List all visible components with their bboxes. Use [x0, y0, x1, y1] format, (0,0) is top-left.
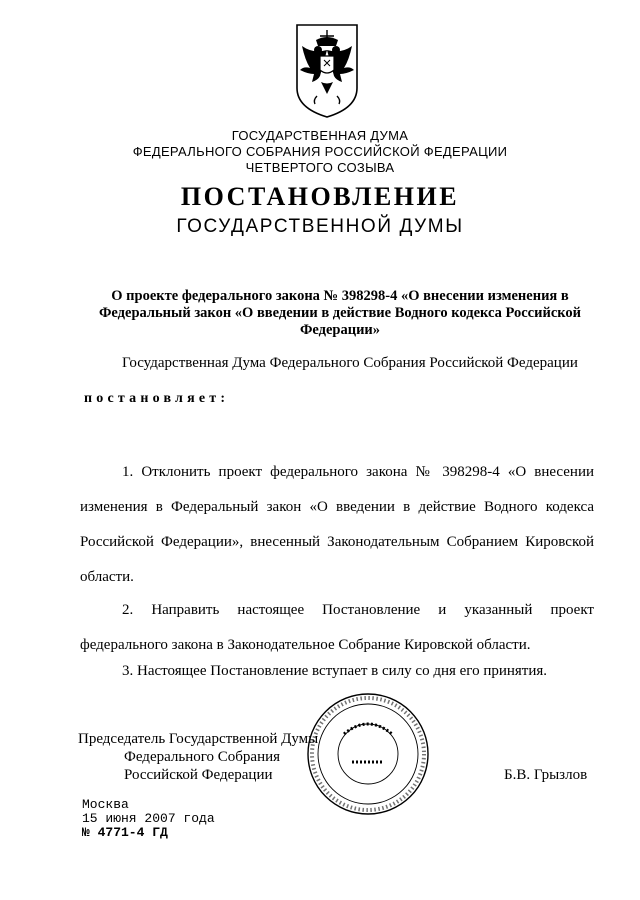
paragraph-3: 3. Настоящее Постановление вступает в силу со дня его принятия. — [122, 663, 548, 679]
date-of-signing: 15 июня 2007 года — [82, 811, 215, 826]
signatory-title-line2: Федерального Собрания — [124, 749, 281, 765]
document-type-title: ПОСТАНОВЛЕНИЕ — [180, 182, 460, 211]
signatory-name: Б.В. Грызлов — [504, 767, 588, 783]
signatory-title-line1: Председатель Государственной Думы — [78, 731, 319, 747]
document-subject: О проекте федерального закона № 398298-4 «О внесении изменения в Федеральный закон «О введении в действие Водного кодекса Российской Федерации» — [98, 288, 582, 338]
organization-parent: ФЕДЕРАЛЬНОГО СОБРАНИЯ РОССИЙСКОЙ ФЕДЕРАЦИИ — [132, 144, 508, 159]
place-of-signing: Москва — [82, 797, 129, 812]
coat-of-arms-emblem — [294, 22, 360, 120]
signatory-title-line3: Российской Федерации — [124, 767, 273, 783]
convocation: ЧЕТВЕРТОГО СОЗЫВА — [245, 160, 395, 175]
document-type-subtitle: ГОСУДАРСТВЕННОЙ ДУМЫ — [176, 216, 464, 237]
decree-word: постановляет: — [84, 391, 230, 406]
paragraph-1: 1. Отклонить проект федерального закона № 398298-4 «О внесении изменения в Федеральный закон «О введении в действие Водного кодекса Российской Федерации», внесенный Законодательным Собранием Кировской области. — [80, 464, 594, 585]
organization-name: ГОСУДАРСТВЕННАЯ ДУМА — [231, 128, 409, 143]
paragraph-2: 2. Направить настоящее Постановление и указанный проект федерального закона в Законодательное Собрание Кировской области. — [80, 602, 594, 653]
official-stamp — [304, 690, 432, 818]
document-number: № 4771-4 ГД — [82, 825, 168, 840]
preamble: Государственная Дума Федерального Собрания Российской Федерации — [122, 355, 578, 371]
